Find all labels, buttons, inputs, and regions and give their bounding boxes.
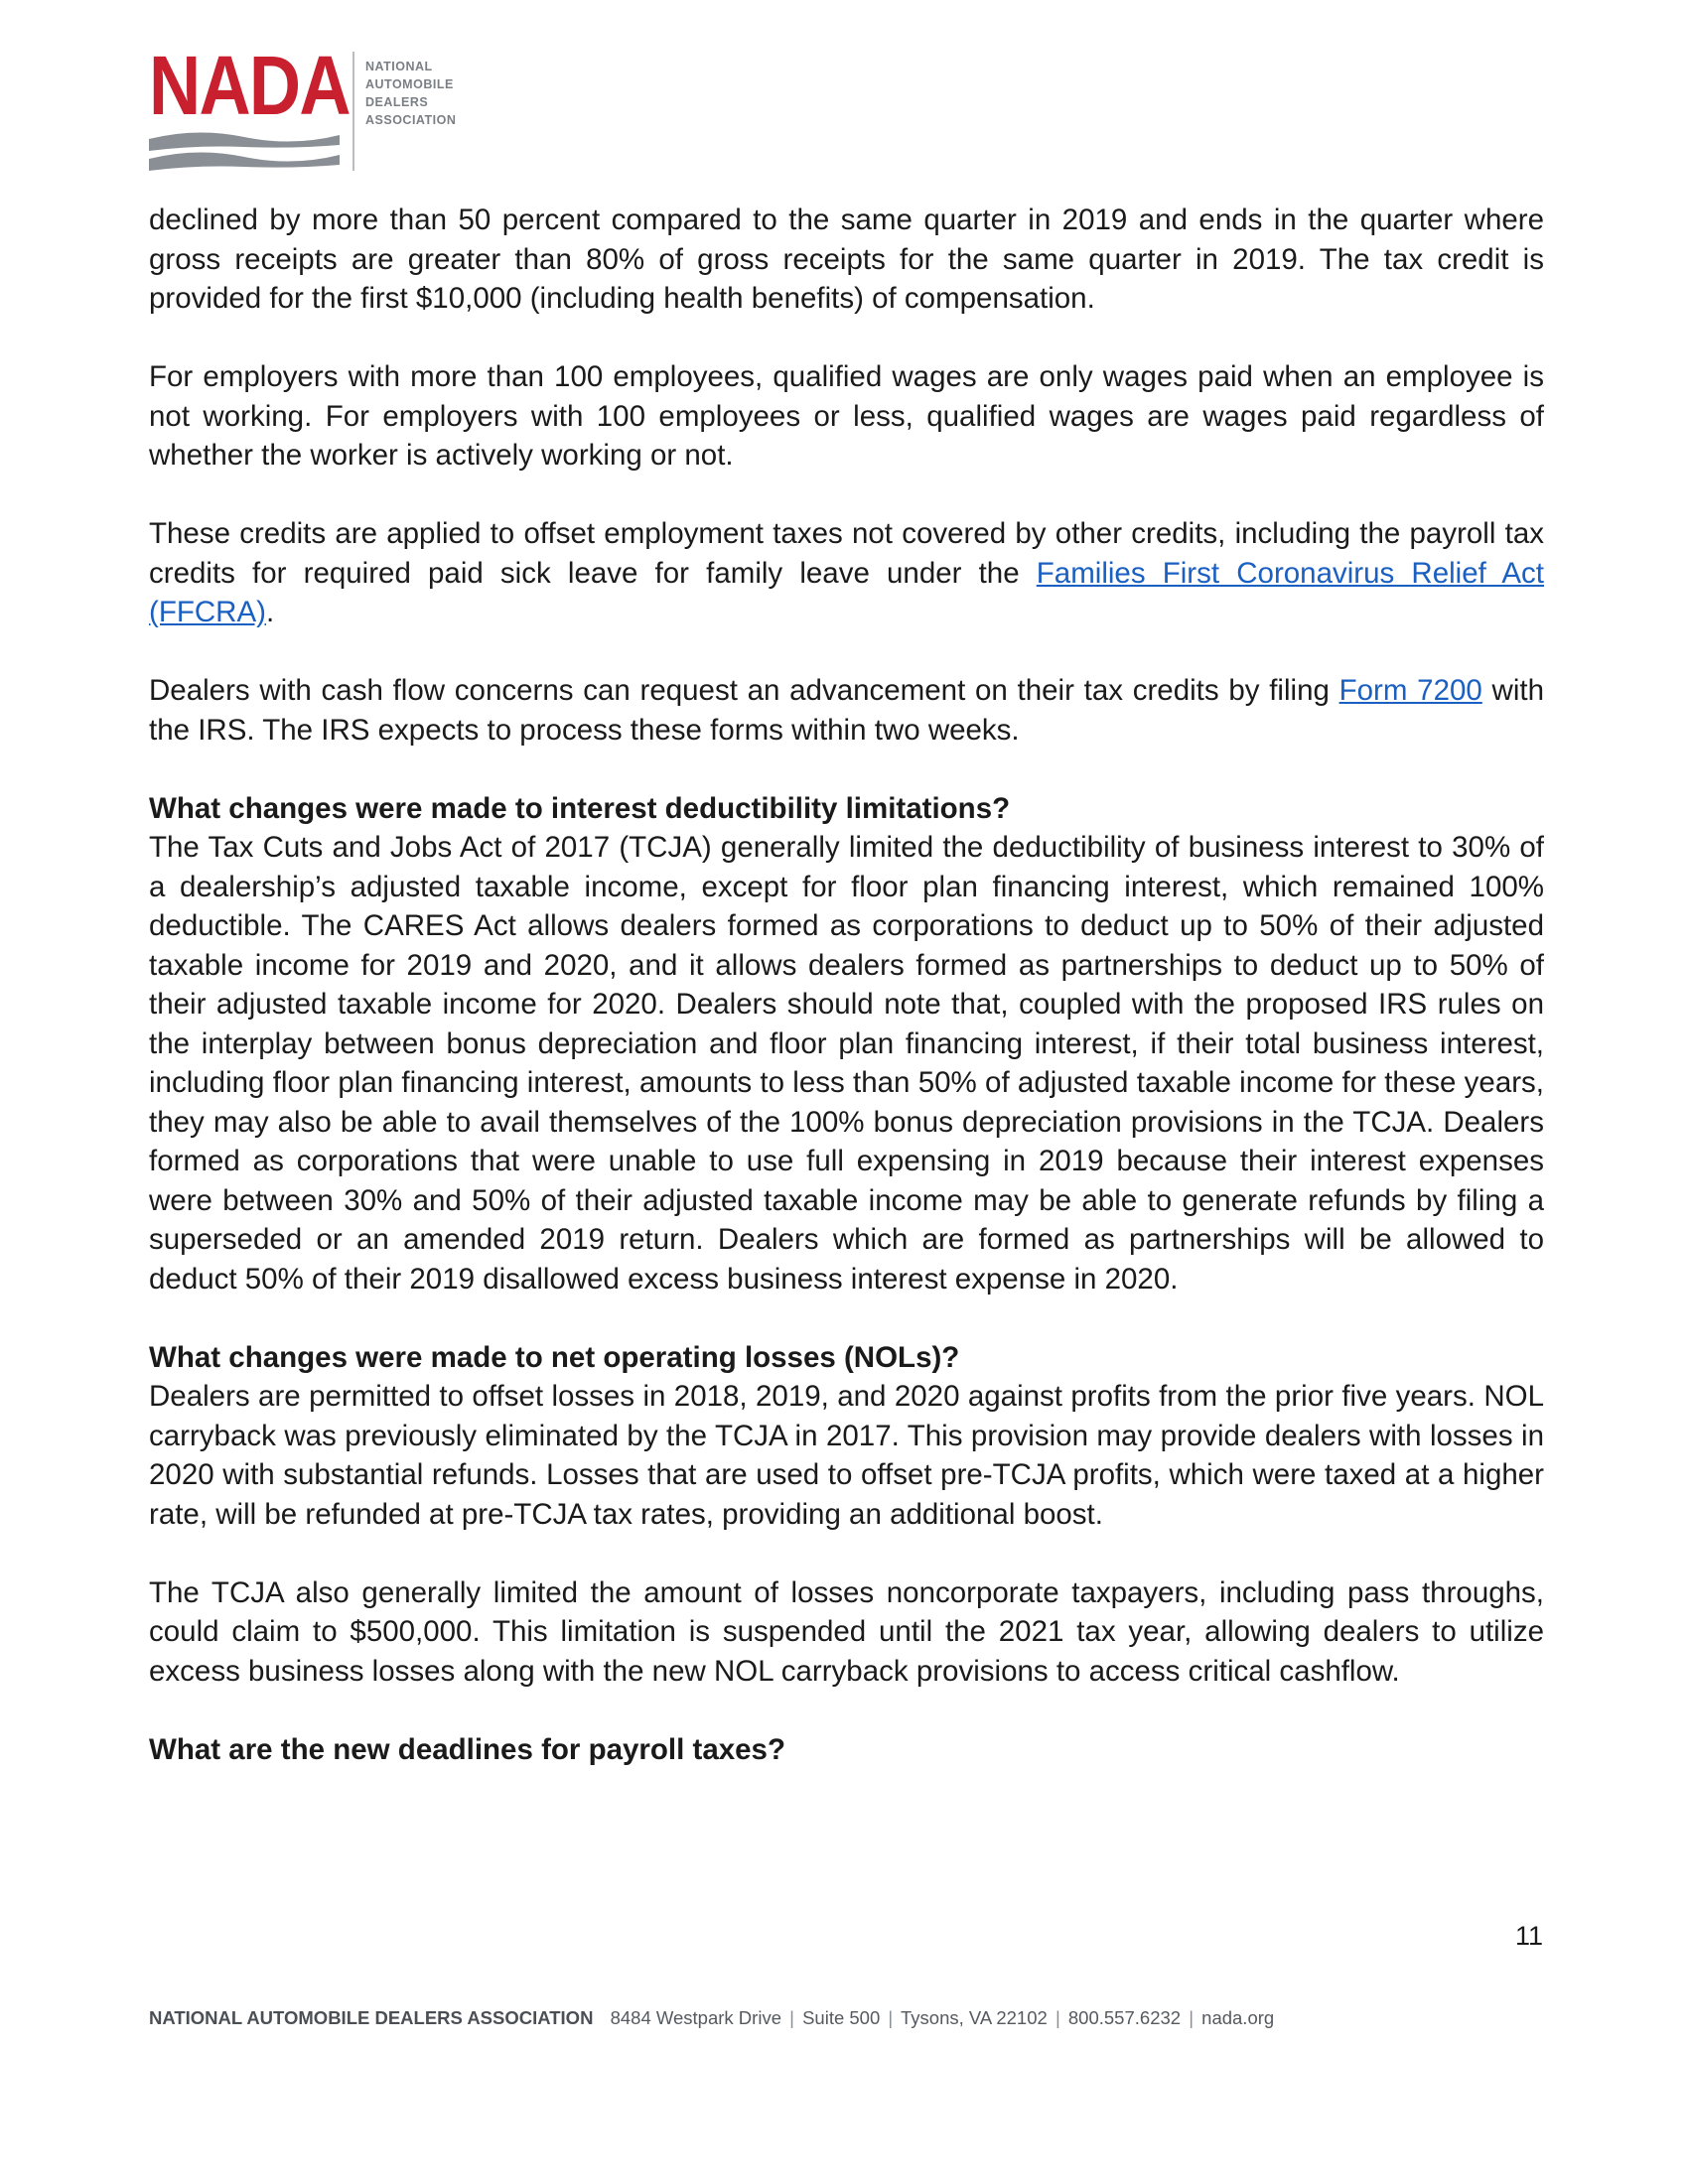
paragraph: The Tax Cuts and Jobs Act of 2017 (TCJA) generally limited the deductibility of business interest to 30% of a dealership’s adjusted taxable income, except for floor plan financing interest, which remained 100% deductible. The CARES Act allows dealers formed as corporations to deduct up to 50% of their adjusted taxable income for 2019 and 2020, and it allows dealers formed as partnerships to deduct up to 50% of their adjusted taxable income for 2020. Dealers should note that, coupled with the proposed IRS rules on the interplay between bonus depreciation and floor plan financing interest, if their total business interest, including floor plan financing interest, amounts to less than 50% of adjusted taxable income for these years, they may also be able to avail themselves of the 100% bonus depreciation provisions in the TCJA. Dealers formed as corporations that were unable to use full expensing in 2019 because their interest expenses were between 30% and 50% of their adjusted taxable income may be able to generate refunds by filing a superseded or an amended 2019 return. Dealers which are formed as partnerships will be allowed to deduct 50% of their 2019 disallowed excess business interest expense in 2020.: [149, 831, 1544, 1296]
section-heading: What are the new deadlines for payroll taxes?: [149, 1732, 785, 1766]
paragraph-text: These credits are applied to offset employment taxes not covered by other credits, including the payroll tax credits for required paid sick leave for family leave under the: [149, 517, 1544, 590]
footer-separator: |: [888, 2007, 894, 2028]
logo-tagline-line: DEALERS: [365, 95, 429, 109]
paragraph: The TCJA also generally limited the amount of losses noncorporate taxpayers, including pass throughs, could claim to $500,000. This limitation is suspended until the 2021 tax year, allowing dealers to utilize excess business losses along with the new NOL carryback provisions to access critical cashflow.: [149, 1575, 1544, 1688]
footer-website[interactable]: nada.org: [1201, 2007, 1275, 2028]
logo-tagline-line: ASSOCIATION: [365, 113, 457, 127]
paragraph: declined by more than 50 percent compared to the same quarter in 2019 and ends in the quarter where gross receipts are greater than 80% of gross receipts for the same quarter in 2019. The tax credit is provided for the first $10,000 (including health benefits) of compensation.: [149, 204, 1544, 315]
logo-tagline-line: AUTOMOBILE: [365, 77, 454, 91]
paragraph: For employers with more than 100 employees, qualified wages are only wages paid when an employee is not working. For employers with 100 employees or less, qualified wages are wages paid regardless of whether the worker is actively working or not.: [149, 360, 1544, 472]
document-body: [149, 201, 1544, 1769]
paragraph-text: with the IRS. The IRS expects to process these forms within two weeks.: [149, 674, 1544, 747]
paragraph: [149, 671, 1544, 750]
logo-tagline-line: NATIONAL: [365, 60, 433, 73]
page-footer: [149, 2007, 1274, 2029]
footer-org: NATIONAL AUTOMOBILE DEALERS ASSOCIATION: [149, 2007, 594, 2028]
logo-divider: [352, 52, 354, 171]
section-heading: What changes were made to interest deductibility limitations?: [149, 791, 1011, 825]
ffcra-link[interactable]: Families First Coronavirus Relief Act (FFCRA): [149, 556, 1544, 628]
footer-city: Tysons, VA 22102: [901, 2007, 1048, 2028]
paragraph: Dealers are permitted to offset losses in 2018, 2019, and 2020 against profits from the prior five years. NOL carryback was previously eliminated by the TCJA in 2017. This provision may provide dealers with losses in 2020 with substantial refunds. Losses that are used to offset pre-TCJA profits, which were taxed at a higher rate, will be refunded at pre-TCJA tax rates, providing an additional boost.: [149, 1380, 1544, 1531]
footer-suite: Suite 500: [802, 2007, 881, 2028]
logo-wordmark: NADA: [149, 39, 350, 132]
footer-address: 8484 Westpark Drive: [610, 2007, 781, 2028]
paragraph-text: Dealers with cash flow concerns can request an advancement on their tax credits by filing: [149, 674, 1339, 707]
form-7200-link[interactable]: Form 7200: [1338, 674, 1482, 707]
paragraph-text: .: [265, 596, 275, 628]
logo-tagline: [365, 58, 465, 129]
page-number: 11: [1514, 1921, 1543, 1951]
footer-separator: |: [789, 2007, 794, 2028]
footer-separator: |: [1189, 2007, 1195, 2028]
logo-waves-icon: [149, 129, 340, 203]
footer-phone: 800.557.6232: [1067, 2007, 1182, 2028]
section-heading: What changes were made to net operating losses (NOLs)?: [149, 1340, 960, 1374]
nada-logo: [149, 39, 457, 165]
paragraph: [149, 514, 1544, 632]
footer-separator: |: [1055, 2007, 1060, 2028]
